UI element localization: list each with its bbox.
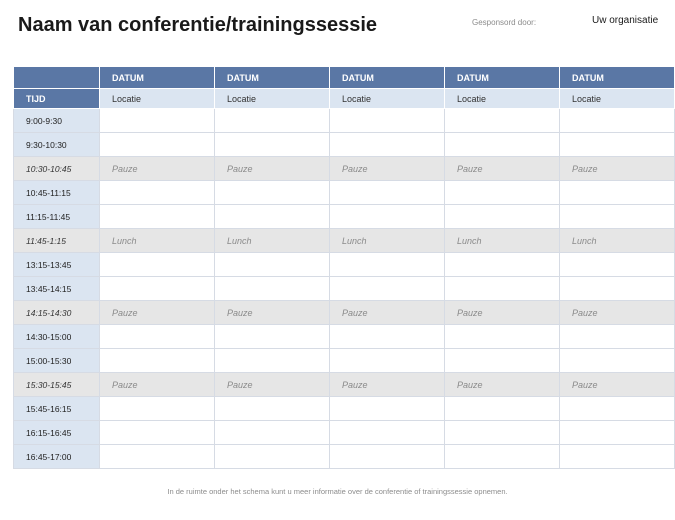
session-cell[interactable] [215, 325, 330, 349]
break-cell[interactable]: Pauze [100, 157, 215, 181]
table-row [14, 109, 675, 133]
session-cell[interactable] [100, 325, 215, 349]
time-slot-cell: 15:00-15:30 [14, 349, 100, 373]
break-row [14, 301, 675, 325]
session-cell[interactable] [560, 421, 675, 445]
session-cell[interactable] [215, 349, 330, 373]
break-cell[interactable]: Pauze [215, 301, 330, 325]
date-header[interactable]: DATUM [100, 67, 215, 89]
date-header[interactable]: DATUM [330, 67, 445, 89]
session-cell[interactable] [330, 277, 445, 301]
session-cell[interactable] [330, 253, 445, 277]
session-cell[interactable] [330, 397, 445, 421]
time-slot-cell: 13:45-14:15 [14, 277, 100, 301]
break-cell[interactable]: Pauze [560, 301, 675, 325]
sponsor-label: Gesponsord door: [472, 18, 537, 27]
session-cell[interactable] [445, 109, 560, 133]
location-cell[interactable]: Locatie [215, 89, 330, 109]
table-row [14, 445, 675, 469]
break-cell[interactable]: Pauze [445, 157, 560, 181]
session-cell[interactable] [215, 421, 330, 445]
time-slot-cell: 9:00-9:30 [14, 109, 100, 133]
session-cell[interactable] [445, 133, 560, 157]
session-cell[interactable] [330, 421, 445, 445]
location-cell[interactable]: Locatie [330, 89, 445, 109]
break-row [14, 229, 675, 253]
session-cell[interactable] [100, 421, 215, 445]
break-cell[interactable]: Pauze [100, 373, 215, 397]
session-cell[interactable] [215, 205, 330, 229]
break-cell[interactable]: Pauze [560, 373, 675, 397]
session-cell[interactable] [215, 445, 330, 469]
session-cell[interactable] [215, 397, 330, 421]
break-cell[interactable]: Pauze [330, 157, 445, 181]
session-cell[interactable] [560, 109, 675, 133]
session-cell[interactable] [445, 445, 560, 469]
break-row [14, 373, 675, 397]
session-cell[interactable] [215, 109, 330, 133]
session-cell[interactable] [100, 205, 215, 229]
time-slot-cell: 11:15-11:45 [14, 205, 100, 229]
session-cell[interactable] [100, 133, 215, 157]
session-cell[interactable] [560, 397, 675, 421]
session-cell[interactable] [560, 445, 675, 469]
session-cell[interactable] [445, 421, 560, 445]
session-cell[interactable] [560, 349, 675, 373]
session-cell[interactable] [215, 133, 330, 157]
date-header[interactable]: DATUM [560, 67, 675, 89]
date-header[interactable]: DATUM [445, 67, 560, 89]
session-cell[interactable] [100, 109, 215, 133]
session-cell[interactable] [445, 181, 560, 205]
time-slot-cell: 16:15-16:45 [14, 421, 100, 445]
session-cell[interactable] [560, 325, 675, 349]
session-cell[interactable] [330, 181, 445, 205]
session-cell[interactable] [100, 445, 215, 469]
table-row [14, 181, 675, 205]
date-header-row [14, 67, 675, 89]
session-cell[interactable] [100, 277, 215, 301]
session-cell[interactable] [100, 349, 215, 373]
break-cell[interactable]: Lunch [330, 229, 445, 253]
time-slot-cell: 10:30-10:45 [14, 157, 100, 181]
session-cell[interactable] [445, 277, 560, 301]
session-cell[interactable] [100, 253, 215, 277]
break-cell[interactable]: Pauze [445, 301, 560, 325]
table-row [14, 205, 675, 229]
session-cell[interactable] [330, 109, 445, 133]
schedule-body [14, 109, 675, 469]
location-cell[interactable]: Locatie [560, 89, 675, 109]
break-cell[interactable]: Lunch [100, 229, 215, 253]
break-cell[interactable]: Pauze [445, 373, 560, 397]
session-cell[interactable] [445, 253, 560, 277]
break-row [14, 157, 675, 181]
session-cell[interactable] [445, 325, 560, 349]
time-slot-cell: 11:45-1:15 [14, 229, 100, 253]
time-slot-cell: 15:30-15:45 [14, 373, 100, 397]
session-cell[interactable] [330, 325, 445, 349]
table-row [14, 253, 675, 277]
session-cell[interactable] [560, 277, 675, 301]
break-cell[interactable]: Pauze [215, 157, 330, 181]
time-slot-cell: 14:15-14:30 [14, 301, 100, 325]
sponsor-value[interactable]: Uw organisatie [592, 15, 659, 26]
time-slot-cell: 15:45-16:15 [14, 397, 100, 421]
break-cell[interactable]: Pauze [330, 301, 445, 325]
location-row [14, 89, 675, 109]
break-cell[interactable]: Pauze [330, 373, 445, 397]
page-title: Naam van conferentie/trainingssessie [18, 14, 378, 36]
location-cell[interactable]: Locatie [100, 89, 215, 109]
session-cell[interactable] [560, 133, 675, 157]
location-cell[interactable]: Locatie [445, 89, 560, 109]
session-cell[interactable] [100, 397, 215, 421]
date-header[interactable]: DATUM [215, 67, 330, 89]
session-cell[interactable] [100, 181, 215, 205]
table-row [14, 325, 675, 349]
time-slot-cell: 13:15-13:45 [14, 253, 100, 277]
table-row [14, 421, 675, 445]
time-slot-cell: 14:30-15:00 [14, 325, 100, 349]
session-cell[interactable] [560, 205, 675, 229]
session-cell[interactable] [215, 253, 330, 277]
session-cell[interactable] [330, 133, 445, 157]
break-cell[interactable]: Lunch [560, 229, 675, 253]
session-cell[interactable] [215, 277, 330, 301]
session-cell[interactable] [445, 397, 560, 421]
break-cell[interactable]: Lunch [445, 229, 560, 253]
table-row [14, 277, 675, 301]
footer-note: In de ruimte onder het schema kunt u meer informatie over de conferentie of trainingssessie opnemen. [167, 487, 508, 496]
break-cell[interactable]: Pauze [560, 157, 675, 181]
time-slot-cell: 16:45-17:00 [14, 445, 100, 469]
time-slot-cell: 10:45-11:15 [14, 181, 100, 205]
break-cell[interactable]: Lunch [215, 229, 330, 253]
time-slot-cell: 9:30-10:30 [14, 133, 100, 157]
table-row [14, 349, 675, 373]
break-cell[interactable]: Pauze [215, 373, 330, 397]
header-corner-cell [14, 67, 100, 89]
break-cell[interactable]: Pauze [100, 301, 215, 325]
time-column-header: TIJD [14, 89, 100, 109]
session-cell[interactable] [215, 181, 330, 205]
session-cell[interactable] [330, 445, 445, 469]
session-cell[interactable] [330, 205, 445, 229]
session-cell[interactable] [445, 205, 560, 229]
schedule-table [13, 66, 675, 469]
session-cell[interactable] [560, 253, 675, 277]
session-cell[interactable] [330, 349, 445, 373]
table-row [14, 133, 675, 157]
session-cell[interactable] [445, 349, 560, 373]
session-cell[interactable] [560, 181, 675, 205]
table-row [14, 397, 675, 421]
